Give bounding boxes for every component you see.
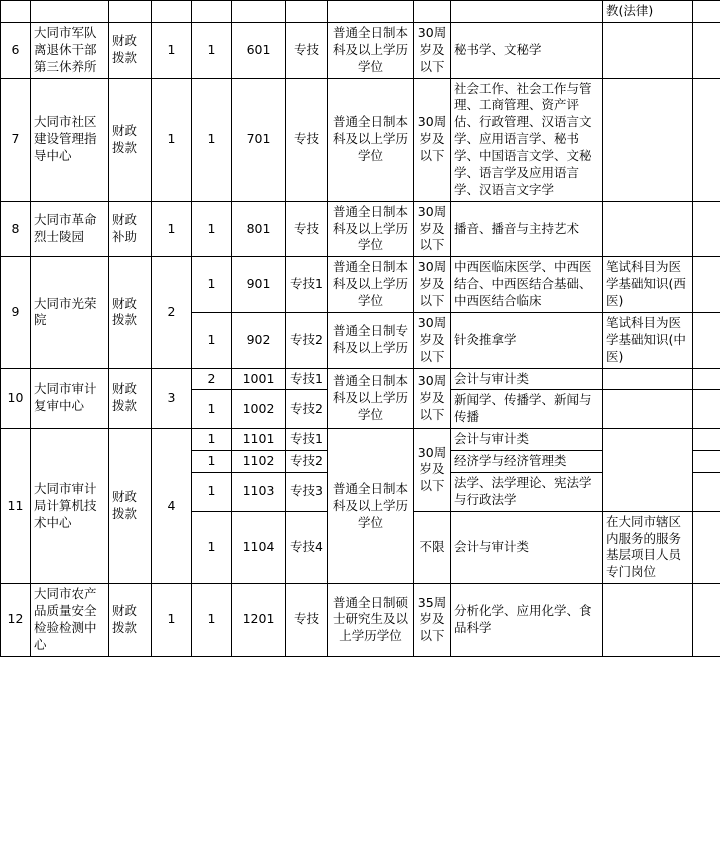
- cell-index: 6: [1, 22, 31, 78]
- cell-major: 经济学与经济管理类: [451, 451, 603, 473]
- cell-unit: 大同市社区建设管理指导中心: [31, 78, 109, 201]
- cell-index: [1, 1, 31, 23]
- table-row: [1, 257, 720, 313]
- table-row: [1, 584, 720, 657]
- cell-total: 1: [152, 584, 192, 657]
- cell-type: 专技2: [286, 312, 328, 368]
- cell-code: 1201: [232, 584, 286, 657]
- table-row-clipped: [1, 1, 720, 23]
- table-row: [1, 429, 720, 451]
- cell-code: 1002: [232, 390, 286, 429]
- cell-unit: 大同市革命烈士陵园: [31, 201, 109, 257]
- cell-type: 专技: [286, 584, 328, 657]
- cell-major: 秘书学、文秘学: [451, 22, 603, 78]
- cell-type: 专技: [286, 22, 328, 78]
- cell-fund: 财政补助: [109, 201, 152, 257]
- cell-fund: 财政拨款: [109, 257, 152, 368]
- cell-tail: [693, 368, 720, 390]
- cell-type: 专技2: [286, 451, 328, 473]
- cell-major: 法学、法学理论、宪法学与行政法学: [451, 472, 603, 511]
- cell-age: 不限: [414, 511, 451, 584]
- cell-postnum: 1: [192, 390, 232, 429]
- table-row: [1, 22, 720, 78]
- cell-type: 专技1: [286, 368, 328, 390]
- cell-age: 30周岁及以下: [414, 78, 451, 201]
- cell-edu: 普通全日制本科及以上学历学位: [328, 429, 414, 584]
- cell-age: 30周岁及以下: [414, 201, 451, 257]
- cell-type: 专技1: [286, 257, 328, 313]
- cell-code: 1103: [232, 472, 286, 511]
- cell-age: [414, 1, 451, 23]
- cell-unit: 大同市审计复审中心: [31, 368, 109, 429]
- cell-postnum: 1: [192, 312, 232, 368]
- cell-tail: [693, 429, 720, 451]
- table-row: [1, 201, 720, 257]
- cell-remark: [603, 22, 693, 78]
- cell-total: [152, 1, 192, 23]
- cell-type: 专技1: [286, 429, 328, 451]
- table-row: [1, 368, 720, 390]
- cell-postnum: 1: [192, 78, 232, 201]
- cell-code: 1104: [232, 511, 286, 584]
- cell-type: 专技: [286, 78, 328, 201]
- cell-remark: [603, 78, 693, 201]
- cell-code: 1001: [232, 368, 286, 390]
- cell-remark: 在大同市辖区内服务的服务基层项目人员专门岗位: [603, 511, 693, 584]
- cell-postnum: 1: [192, 429, 232, 451]
- cell-tail: [693, 390, 720, 429]
- cell-tail: [693, 312, 720, 368]
- cell-fund: 财政拨款: [109, 584, 152, 657]
- cell-code: 901: [232, 257, 286, 313]
- cell-fund: 财政拨款: [109, 22, 152, 78]
- cell-total: 3: [152, 368, 192, 429]
- cell-index: 11: [1, 429, 31, 584]
- cell-tail: [693, 511, 720, 584]
- cell-fund: 财政拨款: [109, 78, 152, 201]
- cell-code: 902: [232, 312, 286, 368]
- cell-tail: [693, 22, 720, 78]
- cell-major: 会计与审计类: [451, 368, 603, 390]
- cell-code: 801: [232, 201, 286, 257]
- cell-tail: [693, 1, 720, 23]
- cell-postnum: 1: [192, 511, 232, 584]
- cell-major: 分析化学、应用化学、食品科学: [451, 584, 603, 657]
- cell-edu: 普通全日制本科及以上学历学位: [328, 201, 414, 257]
- cell-tail: [693, 257, 720, 313]
- cell-edu: 普通全日制本科及以上学历学位: [328, 22, 414, 78]
- cell-index: 9: [1, 257, 31, 368]
- cell-tail: [693, 451, 720, 473]
- cell-code: 1101: [232, 429, 286, 451]
- cell-postnum: 1: [192, 257, 232, 313]
- cell-remark: [603, 584, 693, 657]
- cell-total: 1: [152, 78, 192, 201]
- cell-tail: [693, 584, 720, 657]
- cell-tail: [693, 78, 720, 201]
- cell-total: 1: [152, 22, 192, 78]
- cell-postnum: 1: [192, 22, 232, 78]
- cell-unit: 大同市军队离退休干部第三休养所: [31, 22, 109, 78]
- cell-total: 1: [152, 201, 192, 257]
- cell-major: 社会工作、社会工作与管理、工商管理、资产评估、行政管理、汉语言文学、应用语言学、秘书学、中国语言文学、文秘学、语言学及应用语言学、汉语言文字学: [451, 78, 603, 201]
- cell-index: 8: [1, 201, 31, 257]
- cell-type: 专技4: [286, 511, 328, 584]
- cell-postnum: 1: [192, 584, 232, 657]
- cell-index: 10: [1, 368, 31, 429]
- cell-remark: [603, 368, 693, 390]
- cell-major: 针灸推拿学: [451, 312, 603, 368]
- cell-remark: [603, 390, 693, 429]
- cell-index: 12: [1, 584, 31, 657]
- cell-tail: [693, 472, 720, 511]
- cell-type: [286, 1, 328, 23]
- cell-edu: 普通全日制硕士研究生及以上学历学位: [328, 584, 414, 657]
- cell-age: 30周岁及以下: [414, 368, 451, 429]
- cell-total: 4: [152, 429, 192, 584]
- cell-fund: [109, 1, 152, 23]
- cell-postnum: 1: [192, 451, 232, 473]
- cell-postnum: [192, 1, 232, 23]
- cell-remark: 教(法律): [603, 1, 693, 23]
- cell-age: 30周岁及以下: [414, 429, 451, 512]
- cell-major: [451, 1, 603, 23]
- cell-type: 专技3: [286, 472, 328, 511]
- cell-total: 2: [152, 257, 192, 368]
- cell-edu: 普通全日制本科及以上学历学位: [328, 257, 414, 313]
- cell-major: 会计与审计类: [451, 429, 603, 451]
- cell-age: 35周岁及以下: [414, 584, 451, 657]
- cell-major: 新闻学、传播学、新闻与传播: [451, 390, 603, 429]
- cell-edu: 普通全日制专科及以上学历: [328, 312, 414, 368]
- cell-unit: 大同市审计局计算机技术中心: [31, 429, 109, 584]
- cell-code: 1102: [232, 451, 286, 473]
- cell-code: 601: [232, 22, 286, 78]
- cell-remark: [603, 429, 693, 512]
- cell-unit: [31, 1, 109, 23]
- cell-age: 30周岁及以下: [414, 312, 451, 368]
- cell-unit: 大同市光荣院: [31, 257, 109, 368]
- cell-remark: [603, 201, 693, 257]
- cell-postnum: 1: [192, 472, 232, 511]
- cell-index: 7: [1, 78, 31, 201]
- cell-major: 中西医临床医学、中西医结合、中西医结合基础、中西医结合临床: [451, 257, 603, 313]
- cell-age: 30周岁及以下: [414, 22, 451, 78]
- cell-edu: 普通全日制本科及以上学历学位: [328, 78, 414, 201]
- cell-remark: 笔试科目为医学基础知识(西医): [603, 257, 693, 313]
- cell-type: 专技: [286, 201, 328, 257]
- cell-edu: 普通全日制本科及以上学历学位: [328, 368, 414, 429]
- cell-edu: [328, 1, 414, 23]
- cell-tail: [693, 201, 720, 257]
- cell-major: 会计与审计类: [451, 511, 603, 584]
- cell-code: 701: [232, 78, 286, 201]
- cell-fund: 财政拨款: [109, 368, 152, 429]
- cell-major: 播音、播音与主持艺术: [451, 201, 603, 257]
- cell-postnum: 1: [192, 201, 232, 257]
- cell-fund: 财政拨款: [109, 429, 152, 584]
- cell-unit: 大同市农产品质量安全检验检测中心: [31, 584, 109, 657]
- cell-type: 专技2: [286, 390, 328, 429]
- cell-age: 30周岁及以下: [414, 257, 451, 313]
- cell-postnum: 2: [192, 368, 232, 390]
- cell-code: [232, 1, 286, 23]
- table-row: [1, 78, 720, 201]
- cell-remark: 笔试科目为医学基础知识(中医): [603, 312, 693, 368]
